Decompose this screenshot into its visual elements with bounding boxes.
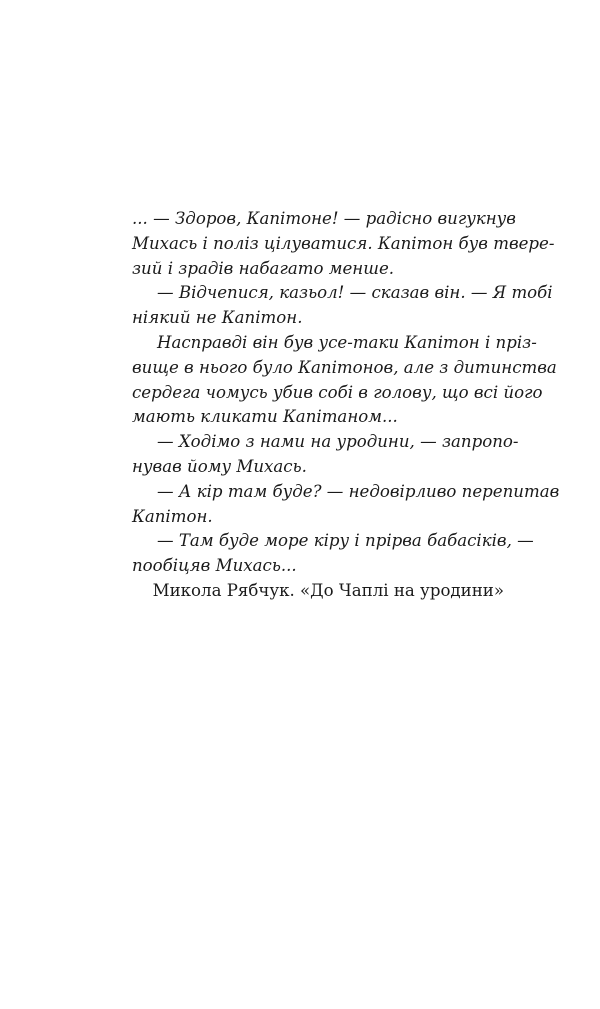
epigraph-attribution: Микола Рябчук. «До Чаплі на уродини»	[152, 580, 504, 600]
epigraph-line: нував йому Михась.	[132, 456, 307, 476]
epigraph-line: сердега чомусь убив собі в голову, що всі його	[132, 382, 543, 402]
epigraph-line: ... — Здоров, Капітоне! — радісно вигукнув	[132, 209, 516, 228]
epigraph-line: — Ходімо з нами на уродини, — запропо-	[157, 432, 519, 452]
epigraph-line: — Там буде море кіру і прірва бабасіків, —	[157, 531, 534, 551]
epigraph-line: Капітон.	[132, 506, 213, 526]
epigraph-line: зий і зрадів набагато менше.	[132, 258, 395, 278]
epigraph-line: мають кликати Капітаном...	[132, 407, 398, 427]
epigraph-line: — Відчепися, казьол! — сказав він. — Я тобі	[157, 283, 553, 303]
epigraph-line: Насправді він був усе-таки Капітон і пріз-	[157, 332, 537, 352]
epigraph-line: ніякий не Капітон.	[132, 308, 303, 328]
epigraph-line: — А кір там буде? — недовірливо перепитав	[157, 481, 560, 501]
epigraph-line: Михась і поліз цілуватися. Капітон був твере-	[132, 233, 555, 253]
epigraph-line: пообіцяв Михась...	[132, 556, 297, 576]
epigraph	[132, 207, 560, 604]
epigraph-line: вище в нього було Капітонов, але з дитинства	[132, 357, 557, 377]
